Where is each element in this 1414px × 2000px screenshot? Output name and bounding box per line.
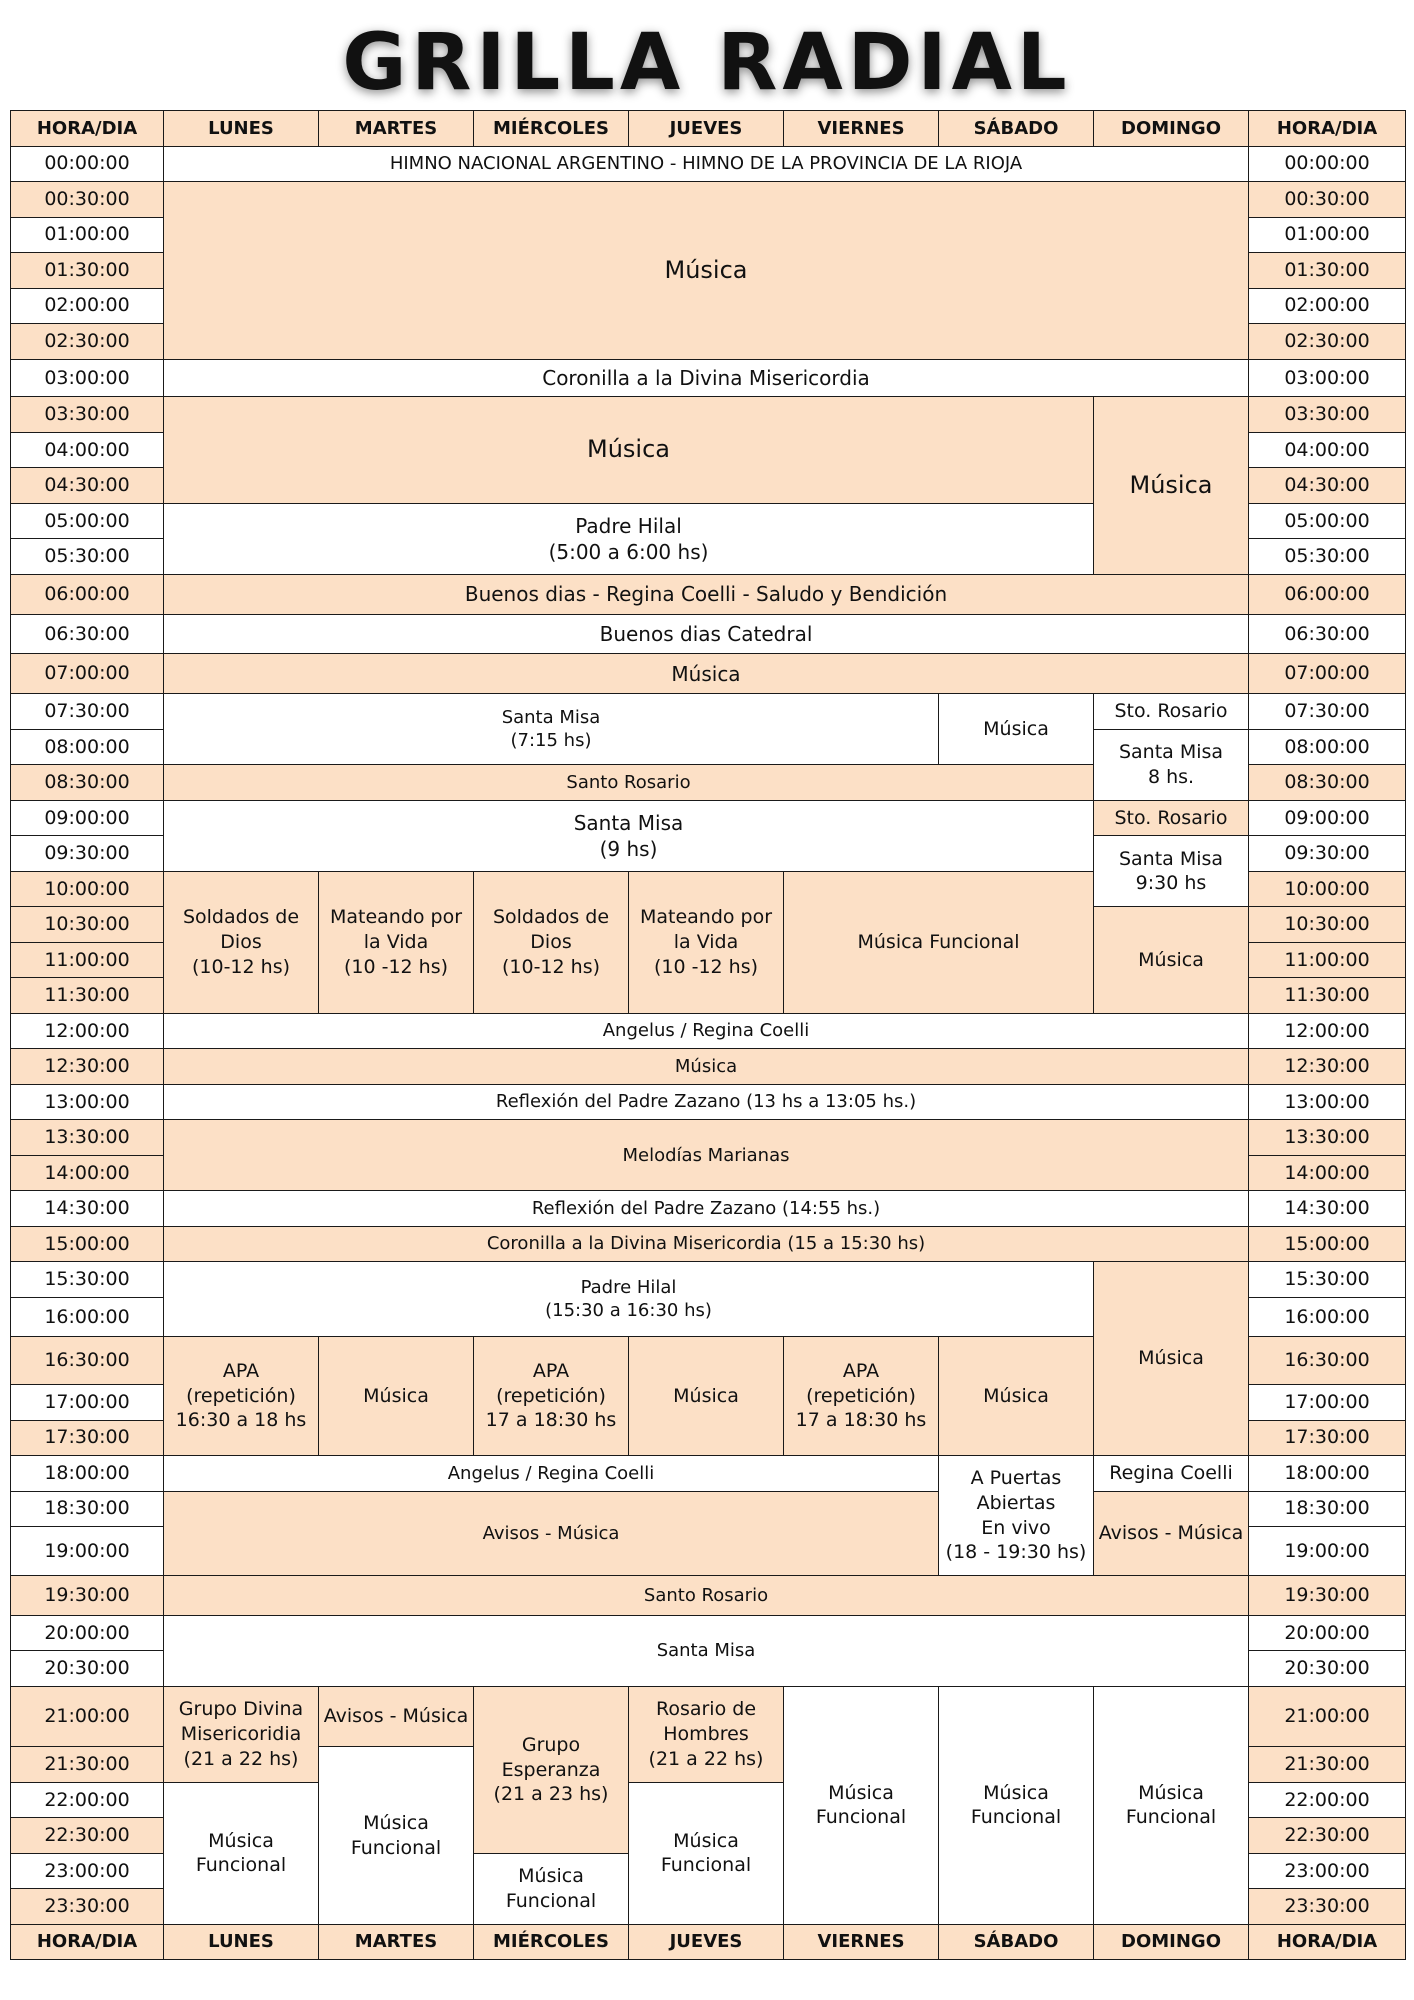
time-row bbox=[11, 1013, 1406, 1049]
time-cell-right: 00:00:00 bbox=[1249, 146, 1406, 182]
time-cell-left: 14:00:00 bbox=[11, 1155, 164, 1191]
program-cell: Música bbox=[629, 1337, 784, 1456]
time-cell-right: 14:30:00 bbox=[1249, 1191, 1406, 1227]
time-cell-left: 22:30:00 bbox=[11, 1818, 164, 1854]
time-cell-right: 19:00:00 bbox=[1249, 1527, 1406, 1576]
time-cell-right: 06:30:00 bbox=[1249, 614, 1406, 654]
time-row bbox=[11, 397, 1406, 433]
time-cell-right: 12:30:00 bbox=[1249, 1049, 1406, 1085]
program-cell: Música bbox=[1094, 907, 1249, 1014]
time-row bbox=[11, 574, 1406, 614]
time-cell-left: 10:00:00 bbox=[11, 871, 164, 907]
header-row-bottom bbox=[11, 1924, 1406, 1960]
program-cell: Santa Misa bbox=[164, 1615, 1249, 1686]
time-cell-left: 02:00:00 bbox=[11, 288, 164, 324]
day-header-cell: LUNES bbox=[164, 111, 319, 147]
time-cell-left: 15:30:00 bbox=[11, 1262, 164, 1298]
time-cell-right: 17:30:00 bbox=[1249, 1420, 1406, 1456]
time-cell-left: 01:00:00 bbox=[11, 217, 164, 253]
program-cell: Coronilla a la Divina Misericordia (15 a 15:30 hs) bbox=[164, 1226, 1249, 1262]
time-cell-left: 10:30:00 bbox=[11, 907, 164, 943]
time-cell-left: 09:30:00 bbox=[11, 836, 164, 872]
time-cell-right: 13:00:00 bbox=[1249, 1084, 1406, 1120]
time-cell-right: 04:00:00 bbox=[1249, 432, 1406, 468]
time-cell-right: 21:30:00 bbox=[1249, 1747, 1406, 1783]
program-cell: Padre Hilal (5:00 a 6:00 hs) bbox=[164, 503, 1094, 574]
time-cell-right: 03:30:00 bbox=[1249, 397, 1406, 433]
time-row bbox=[11, 1084, 1406, 1120]
time-cell-left: 06:00:00 bbox=[11, 574, 164, 614]
time-cell-right: 07:30:00 bbox=[1249, 694, 1406, 730]
day-header-cell: DOMINGO bbox=[1094, 1924, 1249, 1960]
program-cell: Música Funcional bbox=[164, 1782, 319, 1924]
time-cell-left: 08:30:00 bbox=[11, 765, 164, 801]
day-header-cell: VIERNES bbox=[784, 111, 939, 147]
time-cell-right: 23:30:00 bbox=[1249, 1889, 1406, 1925]
header-row-top bbox=[11, 111, 1406, 147]
time-cell-right: 05:30:00 bbox=[1249, 539, 1406, 575]
time-cell-left: 22:00:00 bbox=[11, 1782, 164, 1818]
program-cell: Santa Misa 9:30 hs bbox=[1094, 836, 1249, 907]
time-cell-left: 17:00:00 bbox=[11, 1384, 164, 1420]
program-cell: Soldados de Dios (10-12 hs) bbox=[474, 871, 629, 1013]
time-cell-left: 07:30:00 bbox=[11, 694, 164, 730]
program-cell: Música Funcional bbox=[784, 871, 1094, 1013]
time-row bbox=[11, 1491, 1406, 1527]
time-cell-left: 03:30:00 bbox=[11, 397, 164, 433]
program-cell: Música bbox=[164, 182, 1249, 360]
program-cell: Reflexión del Padre Zazano (14:55 hs.) bbox=[164, 1191, 1249, 1227]
day-header-cell: JUEVES bbox=[629, 111, 784, 147]
time-cell-left: 17:30:00 bbox=[11, 1420, 164, 1456]
program-cell: Padre Hilal (15:30 a 16:30 hs) bbox=[164, 1262, 1094, 1337]
time-row bbox=[11, 1191, 1406, 1227]
time-cell-right: 00:30:00 bbox=[1249, 182, 1406, 218]
time-cell-right: 10:00:00 bbox=[1249, 871, 1406, 907]
time-cell-left: 21:30:00 bbox=[11, 1747, 164, 1783]
program-cell: Santa Misa 8 hs. bbox=[1094, 729, 1249, 800]
time-cell-right: 20:00:00 bbox=[1249, 1615, 1406, 1651]
time-cell-right: 17:00:00 bbox=[1249, 1384, 1406, 1420]
day-header-cell: HORA/DIA bbox=[11, 111, 164, 147]
time-cell-left: 15:00:00 bbox=[11, 1226, 164, 1262]
program-cell: Música bbox=[939, 1337, 1094, 1456]
time-cell-left: 06:30:00 bbox=[11, 614, 164, 654]
time-cell-left: 13:00:00 bbox=[11, 1084, 164, 1120]
program-cell: Coronilla a la Divina Misericordia bbox=[164, 359, 1249, 397]
time-cell-left: 16:00:00 bbox=[11, 1297, 164, 1336]
program-cell: Música bbox=[1094, 397, 1249, 575]
program-cell: Buenos dias Catedral bbox=[164, 614, 1249, 654]
program-cell: Avisos - Música bbox=[164, 1491, 939, 1576]
program-cell: HIMNO NACIONAL ARGENTINO - HIMNO DE LA PROVINCIA DE LA RIOJA bbox=[164, 146, 1249, 182]
time-cell-left: 01:30:00 bbox=[11, 253, 164, 289]
time-cell-right: 11:00:00 bbox=[1249, 942, 1406, 978]
program-cell: Música bbox=[1094, 1262, 1249, 1456]
time-cell-right: 19:30:00 bbox=[1249, 1576, 1406, 1616]
program-cell: Música bbox=[319, 1337, 474, 1456]
time-cell-right: 09:30:00 bbox=[1249, 836, 1406, 872]
program-cell: Avisos - Música bbox=[1094, 1491, 1249, 1576]
time-row bbox=[11, 1615, 1406, 1651]
time-cell-right: 16:00:00 bbox=[1249, 1297, 1406, 1336]
time-cell-left: 04:30:00 bbox=[11, 468, 164, 504]
time-cell-left: 14:30:00 bbox=[11, 1191, 164, 1227]
program-cell: Santo Rosario bbox=[164, 1576, 1249, 1616]
time-row bbox=[11, 1686, 1406, 1746]
day-header-cell: HORA/DIA bbox=[1249, 1924, 1406, 1960]
time-cell-left: 23:30:00 bbox=[11, 1889, 164, 1925]
time-row bbox=[11, 1120, 1406, 1156]
time-cell-left: 20:00:00 bbox=[11, 1615, 164, 1651]
day-header-cell: JUEVES bbox=[629, 1924, 784, 1960]
time-row bbox=[11, 654, 1406, 694]
program-cell: Soldados de Dios (10-12 hs) bbox=[164, 871, 319, 1013]
day-header-cell: MARTES bbox=[319, 111, 474, 147]
time-cell-left: 18:00:00 bbox=[11, 1456, 164, 1492]
time-cell-right: 07:00:00 bbox=[1249, 654, 1406, 694]
program-cell: Reflexión del Padre Zazano (13 hs a 13:05 hs.) bbox=[164, 1084, 1249, 1120]
time-cell-left: 13:30:00 bbox=[11, 1120, 164, 1156]
program-cell: Grupo Divina Misericoridia (21 a 22 hs) bbox=[164, 1686, 319, 1782]
program-cell: Música Funcional bbox=[629, 1782, 784, 1924]
time-cell-left: 20:30:00 bbox=[11, 1651, 164, 1687]
time-cell-right: 18:00:00 bbox=[1249, 1456, 1406, 1492]
program-cell: Música bbox=[164, 1049, 1249, 1085]
time-row bbox=[11, 1262, 1406, 1298]
time-cell-left: 00:30:00 bbox=[11, 182, 164, 218]
time-cell-left: 12:00:00 bbox=[11, 1013, 164, 1049]
time-cell-left: 07:00:00 bbox=[11, 654, 164, 694]
time-row bbox=[11, 1576, 1406, 1616]
program-cell: Música Funcional bbox=[474, 1853, 629, 1924]
time-cell-right: 22:00:00 bbox=[1249, 1782, 1406, 1818]
day-header-cell: MARTES bbox=[319, 1924, 474, 1960]
time-row bbox=[11, 1049, 1406, 1085]
program-cell: Buenos dias - Regina Coelli - Saludo y Bendición bbox=[164, 574, 1249, 614]
time-cell-left: 09:00:00 bbox=[11, 800, 164, 836]
time-cell-right: 16:30:00 bbox=[1249, 1337, 1406, 1385]
time-cell-right: 13:30:00 bbox=[1249, 1120, 1406, 1156]
program-cell: Mateando por la Vida (10 -12 hs) bbox=[319, 871, 474, 1013]
day-header-cell: MIÉRCOLES bbox=[474, 111, 629, 147]
program-cell: A Puertas Abiertas En vivo (18 - 19:30 hs) bbox=[939, 1456, 1094, 1576]
time-cell-left: 16:30:00 bbox=[11, 1337, 164, 1385]
time-cell-left: 08:00:00 bbox=[11, 729, 164, 765]
time-cell-right: 02:30:00 bbox=[1249, 324, 1406, 360]
time-cell-right: 05:00:00 bbox=[1249, 503, 1406, 539]
time-cell-left: 23:00:00 bbox=[11, 1853, 164, 1889]
time-cell-right: 20:30:00 bbox=[1249, 1651, 1406, 1687]
time-row bbox=[11, 146, 1406, 182]
time-row bbox=[11, 614, 1406, 654]
time-row bbox=[11, 182, 1406, 218]
program-cell: APA (repetición) 17 a 18:30 hs bbox=[784, 1337, 939, 1456]
program-cell: Sto. Rosario bbox=[1094, 800, 1249, 836]
time-cell-left: 18:30:00 bbox=[11, 1491, 164, 1527]
time-row bbox=[11, 694, 1406, 730]
time-cell-right: 22:30:00 bbox=[1249, 1818, 1406, 1854]
time-cell-left: 19:00:00 bbox=[11, 1527, 164, 1576]
program-cell: Santa Misa (7:15 hs) bbox=[164, 694, 939, 765]
time-cell-right: 11:30:00 bbox=[1249, 978, 1406, 1014]
time-row bbox=[11, 800, 1406, 836]
program-cell: Angelus / Regina Coelli bbox=[164, 1456, 939, 1492]
time-row bbox=[11, 1456, 1406, 1492]
day-header-cell: DOMINGO bbox=[1094, 111, 1249, 147]
time-cell-right: 18:30:00 bbox=[1249, 1491, 1406, 1527]
program-cell: Música Funcional bbox=[784, 1686, 939, 1924]
time-cell-left: 04:00:00 bbox=[11, 432, 164, 468]
time-cell-right: 23:00:00 bbox=[1249, 1853, 1406, 1889]
time-cell-left: 12:30:00 bbox=[11, 1049, 164, 1085]
program-cell: Sto. Rosario bbox=[1094, 694, 1249, 730]
day-header-cell: VIERNES bbox=[784, 1924, 939, 1960]
day-header-cell: HORA/DIA bbox=[11, 1924, 164, 1960]
time-cell-right: 15:30:00 bbox=[1249, 1262, 1406, 1298]
time-row bbox=[11, 1226, 1406, 1262]
time-cell-right: 06:00:00 bbox=[1249, 574, 1406, 614]
program-cell: Música bbox=[939, 694, 1094, 765]
time-cell-left: 00:00:00 bbox=[11, 146, 164, 182]
time-cell-right: 15:00:00 bbox=[1249, 1226, 1406, 1262]
time-cell-left: 21:00:00 bbox=[11, 1686, 164, 1746]
time-row bbox=[11, 359, 1406, 397]
program-cell: Regina Coelli bbox=[1094, 1456, 1249, 1492]
time-cell-right: 08:00:00 bbox=[1249, 729, 1406, 765]
program-cell: Música Funcional bbox=[1094, 1686, 1249, 1924]
time-cell-right: 08:30:00 bbox=[1249, 765, 1406, 801]
program-cell: Santa Misa (9 hs) bbox=[164, 800, 1094, 871]
program-cell: APA (repetición) 16:30 a 18 hs bbox=[164, 1337, 319, 1456]
page-title: GRILLA RADIAL bbox=[342, 18, 1072, 108]
time-cell-right: 04:30:00 bbox=[1249, 468, 1406, 504]
program-cell: Melodías Marianas bbox=[164, 1120, 1249, 1191]
time-cell-left: 19:30:00 bbox=[11, 1576, 164, 1616]
program-cell: Música bbox=[164, 397, 1094, 504]
program-cell: Mateando por la Vida (10 -12 hs) bbox=[629, 871, 784, 1013]
time-cell-right: 03:00:00 bbox=[1249, 359, 1406, 397]
day-header-cell: SÁBADO bbox=[939, 111, 1094, 147]
day-header-cell: LUNES bbox=[164, 1924, 319, 1960]
day-header-cell: SÁBADO bbox=[939, 1924, 1094, 1960]
time-cell-right: 01:30:00 bbox=[1249, 253, 1406, 289]
program-cell: APA (repetición) 17 a 18:30 hs bbox=[474, 1337, 629, 1456]
time-cell-right: 21:00:00 bbox=[1249, 1686, 1406, 1746]
time-cell-left: 05:00:00 bbox=[11, 503, 164, 539]
program-cell: Angelus / Regina Coelli bbox=[164, 1013, 1249, 1049]
time-cell-left: 02:30:00 bbox=[11, 324, 164, 360]
program-cell: Música Funcional bbox=[319, 1747, 474, 1925]
time-cell-right: 02:00:00 bbox=[1249, 288, 1406, 324]
program-cell: Santo Rosario bbox=[164, 765, 1094, 801]
program-cell: Rosario de Hombres (21 a 22 hs) bbox=[629, 1686, 784, 1782]
day-header-cell: HORA/DIA bbox=[1249, 111, 1406, 147]
time-cell-left: 05:30:00 bbox=[11, 539, 164, 575]
time-cell-right: 14:00:00 bbox=[1249, 1155, 1406, 1191]
time-cell-left: 11:00:00 bbox=[11, 942, 164, 978]
time-cell-right: 09:00:00 bbox=[1249, 800, 1406, 836]
program-cell: Grupo Esperanza (21 a 23 hs) bbox=[474, 1686, 629, 1853]
time-cell-right: 12:00:00 bbox=[1249, 1013, 1406, 1049]
time-cell-left: 03:00:00 bbox=[11, 359, 164, 397]
program-cell: Avisos - Música bbox=[319, 1686, 474, 1746]
schedule-grid bbox=[10, 110, 1406, 1960]
program-cell: Música Funcional bbox=[939, 1686, 1094, 1924]
program-cell: Música bbox=[164, 654, 1249, 694]
time-cell-right: 01:00:00 bbox=[1249, 217, 1406, 253]
time-cell-right: 10:30:00 bbox=[1249, 907, 1406, 943]
time-cell-left: 11:30:00 bbox=[11, 978, 164, 1014]
day-header-cell: MIÉRCOLES bbox=[474, 1924, 629, 1960]
